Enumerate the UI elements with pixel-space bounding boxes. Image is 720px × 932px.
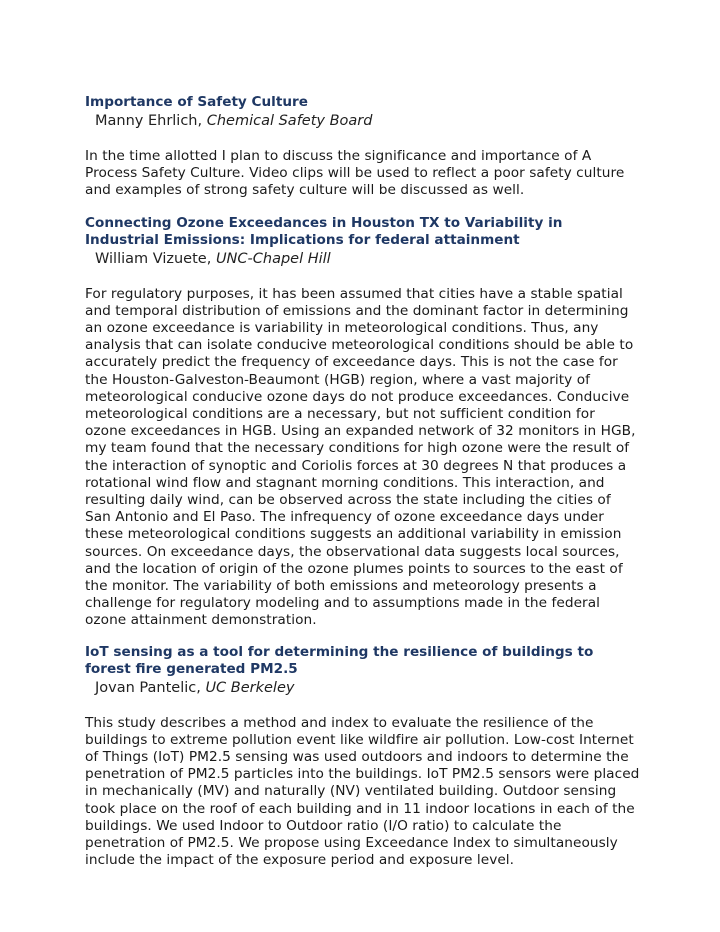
author-name: Jovan Pantelic, [95,679,206,696]
author-affiliation: UNC-Chapel Hill [215,250,331,267]
author-affiliation: UC Berkeley [205,679,295,696]
abstract-title: Connecting Ozone Exceedances in Houston TX to Variability in Industrial Emissions: Implications for federal attainment [85,214,563,248]
author-name: William Vizuete, [95,250,216,267]
abstract-body: This study describes a method and index to evaluate the resilience of the buildings to extreme pollution event like wildfire air pollution. Low-cost Internet of Things (IoT) PM2.5 sensing was used outdoors and indoors to determine the penetration of PM2.5 particles into the buildings. IoT PM2.5 sensors were placed in mechanically (MV) and naturally (NV) ventilated building. Outdoor sensing took place on the roof of each building and in 11 indoor locations in each of the buildings. We used Indoor to Outdoor ratio (I/O ratio) to calculate the penetration of PM2.5. We propose using Exceedance Index to simultaneously include the impact of the exposure period and exposure level. [85,714,640,869]
abstract-safety-culture [85,94,640,200]
abstract-body: In the time allotted I plan to discuss the significance and importance of A Process Safety Culture. Video clips will be used to reflect a poor safety culture and examples of strong safety culture will be discussed as well. [85,148,625,199]
abstract-author [95,249,640,269]
abstract-body: For regulatory purposes, it has been assumed that cities have a stable spatial and temporal distribution of emissions and the dominant factor in determining an ozone exceedance is variability in meteorological conditions. Thus, any analysis that can isolate conducive meteorological conditions should be able to accurately predict the frequency of exceedance days. This is not the case for the Houston-Galveston-Beaumont (HGB) region, where a vast majority of meteorological conducive ozone days do not produce exceedances. Conducive meteorological conditions are a necessary, but not sufficient condition for ozone exceedances in HGB. Using an expanded network of 32 monitors in HGB, my team found that the necessary conditions for high ozone were the result of the interaction of synoptic and Coriolis forces at 30 degrees N that produces a rotational wind flow and stagnant morning conditions. This interaction, and resulting daily wind, can be observed across the state including the cities of San Antonio and El Paso. The infrequency of ozone exceedance days under these meteorological conditions suggests an additional variability in emission sources. On exceedance days, the observational data suggests local sources, and the location of origin of the ozone plumes points to sources to the east of the monitor. The variability of both emissions and meteorology presents a challenge for regulatory modeling and to assumptions made in the federal ozone attainment demonstration. [85,285,636,629]
abstract-author [95,111,640,131]
abstract-title: Importance of Safety Culture [85,94,308,110]
author-affiliation: Chemical Safety Board [206,113,373,129]
abstract-title: IoT sensing as a tool for determining the resilience of buildings to forest fire generated PM2.5 [85,643,594,677]
abstracts-page [85,94,640,870]
abstract-author [95,678,640,698]
author-name: Manny Ehrlich, [95,113,207,129]
abstract-iot-sensing [85,644,640,870]
abstract-ozone-exceedances [85,215,640,630]
